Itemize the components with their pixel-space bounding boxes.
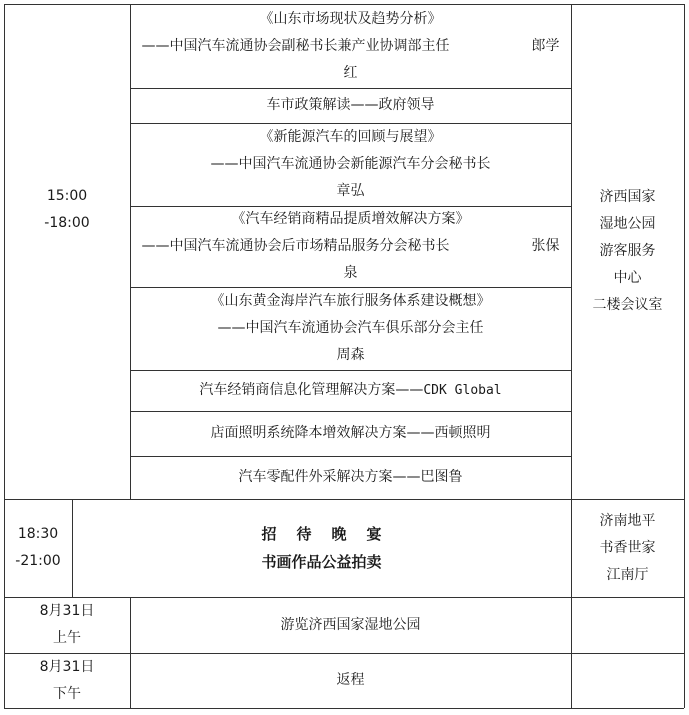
speaker-role: ——中国汽车流通协会新能源汽车分会秘书长 bbox=[210, 156, 491, 172]
agenda-item bbox=[130, 287, 571, 370]
agenda-item bbox=[130, 88, 571, 123]
venue-line: 二楼会议室 bbox=[592, 297, 663, 313]
agenda-item bbox=[130, 370, 571, 411]
agenda-title-text: 汽车经销商信息化管理解决方案—— bbox=[199, 382, 424, 398]
speaker-row bbox=[142, 233, 560, 260]
speaker-role: ——中国汽车流通协会副秘书长兼产业协调部主任 bbox=[141, 37, 450, 54]
agenda-item bbox=[130, 123, 571, 206]
agenda-title: 《新能源汽车的回顾与展望》 bbox=[259, 129, 442, 145]
day31-am-date-cell bbox=[4, 597, 130, 653]
agenda-title bbox=[199, 377, 501, 404]
agenda-title: 《山东市场现状及趋势分析》 bbox=[259, 10, 442, 27]
date-label: 8月31日 bbox=[39, 603, 95, 619]
activity-label: 返程 bbox=[336, 672, 365, 688]
banquet-activity-cell bbox=[72, 499, 571, 597]
banquet-subtitle: 书画作品公益拍卖 bbox=[261, 553, 382, 571]
day31-pm-date-cell bbox=[4, 653, 130, 708]
date-label: 8月31日 bbox=[39, 658, 95, 675]
day31-am-activity-cell bbox=[130, 597, 571, 653]
venue-line: 济西国家 bbox=[599, 189, 656, 205]
venue-line: 游客服务 bbox=[599, 243, 656, 259]
agenda-title: 《山东黄金海岸汽车旅行服务体系建设概想》 bbox=[210, 293, 491, 309]
session-time-cell bbox=[4, 4, 130, 415]
banquet-title: 招待晚宴 bbox=[261, 525, 402, 543]
speaker-role: ——中国汽车流通协会汽车俱乐部分会主任 bbox=[217, 320, 484, 336]
banquet-time-end: -21:00 bbox=[15, 553, 61, 569]
agenda-item bbox=[130, 456, 571, 499]
session-time-end: -18:00 bbox=[44, 214, 90, 231]
activity-label: 游览济西国家湿地公园 bbox=[280, 616, 421, 633]
day31-am-venue-cell bbox=[571, 597, 684, 653]
agenda-title: 店面照明系统降本增效解决方案——西顿照明 bbox=[210, 425, 491, 441]
day31-pm-venue-cell bbox=[571, 653, 684, 708]
agenda-title: 车市政策解读——政府领导 bbox=[266, 97, 435, 113]
speaker-row bbox=[142, 33, 560, 60]
speaker-name: 周森 bbox=[336, 347, 365, 363]
banquet-time-start: 18:30 bbox=[17, 526, 59, 542]
venue-line: 书香世家 bbox=[599, 539, 656, 556]
venue-line: 济南地平 bbox=[599, 512, 656, 529]
speaker-name-cont: 红 bbox=[343, 64, 358, 81]
venue-line: 湿地公园 bbox=[599, 216, 656, 232]
agenda-title-company: CDK Global bbox=[423, 383, 502, 398]
banquet-time-cell bbox=[4, 499, 72, 597]
venue-line: 江南厅 bbox=[606, 566, 649, 583]
banquet-venue-cell bbox=[571, 499, 684, 597]
agenda-title: 汽车零配件外采解决方案——巴图鲁 bbox=[238, 469, 463, 485]
session-time-start: 15:00 bbox=[46, 187, 88, 204]
agenda-title: 《汽车经销商精品提质增效解决方案》 bbox=[231, 211, 470, 227]
period-label: 上午 bbox=[53, 630, 81, 646]
table-border-bottom bbox=[4, 708, 684, 709]
agenda-item bbox=[130, 206, 571, 287]
speaker-name-cont: 泉 bbox=[343, 265, 358, 281]
session-venue-cell bbox=[571, 4, 684, 499]
period-label: 下午 bbox=[53, 685, 81, 702]
speaker-name: 章弘 bbox=[336, 183, 365, 199]
agenda-item bbox=[130, 411, 571, 456]
speaker-role: ——中国汽车流通协会后市场精品服务分会秘书长 bbox=[141, 238, 450, 254]
venue-line: 中心 bbox=[613, 270, 642, 286]
table-border-right bbox=[684, 4, 685, 708]
speaker-name: 张保 bbox=[531, 238, 560, 254]
agenda-item bbox=[130, 4, 571, 88]
day31-pm-activity-cell bbox=[130, 653, 571, 708]
speaker-name: 郎学 bbox=[531, 37, 560, 54]
